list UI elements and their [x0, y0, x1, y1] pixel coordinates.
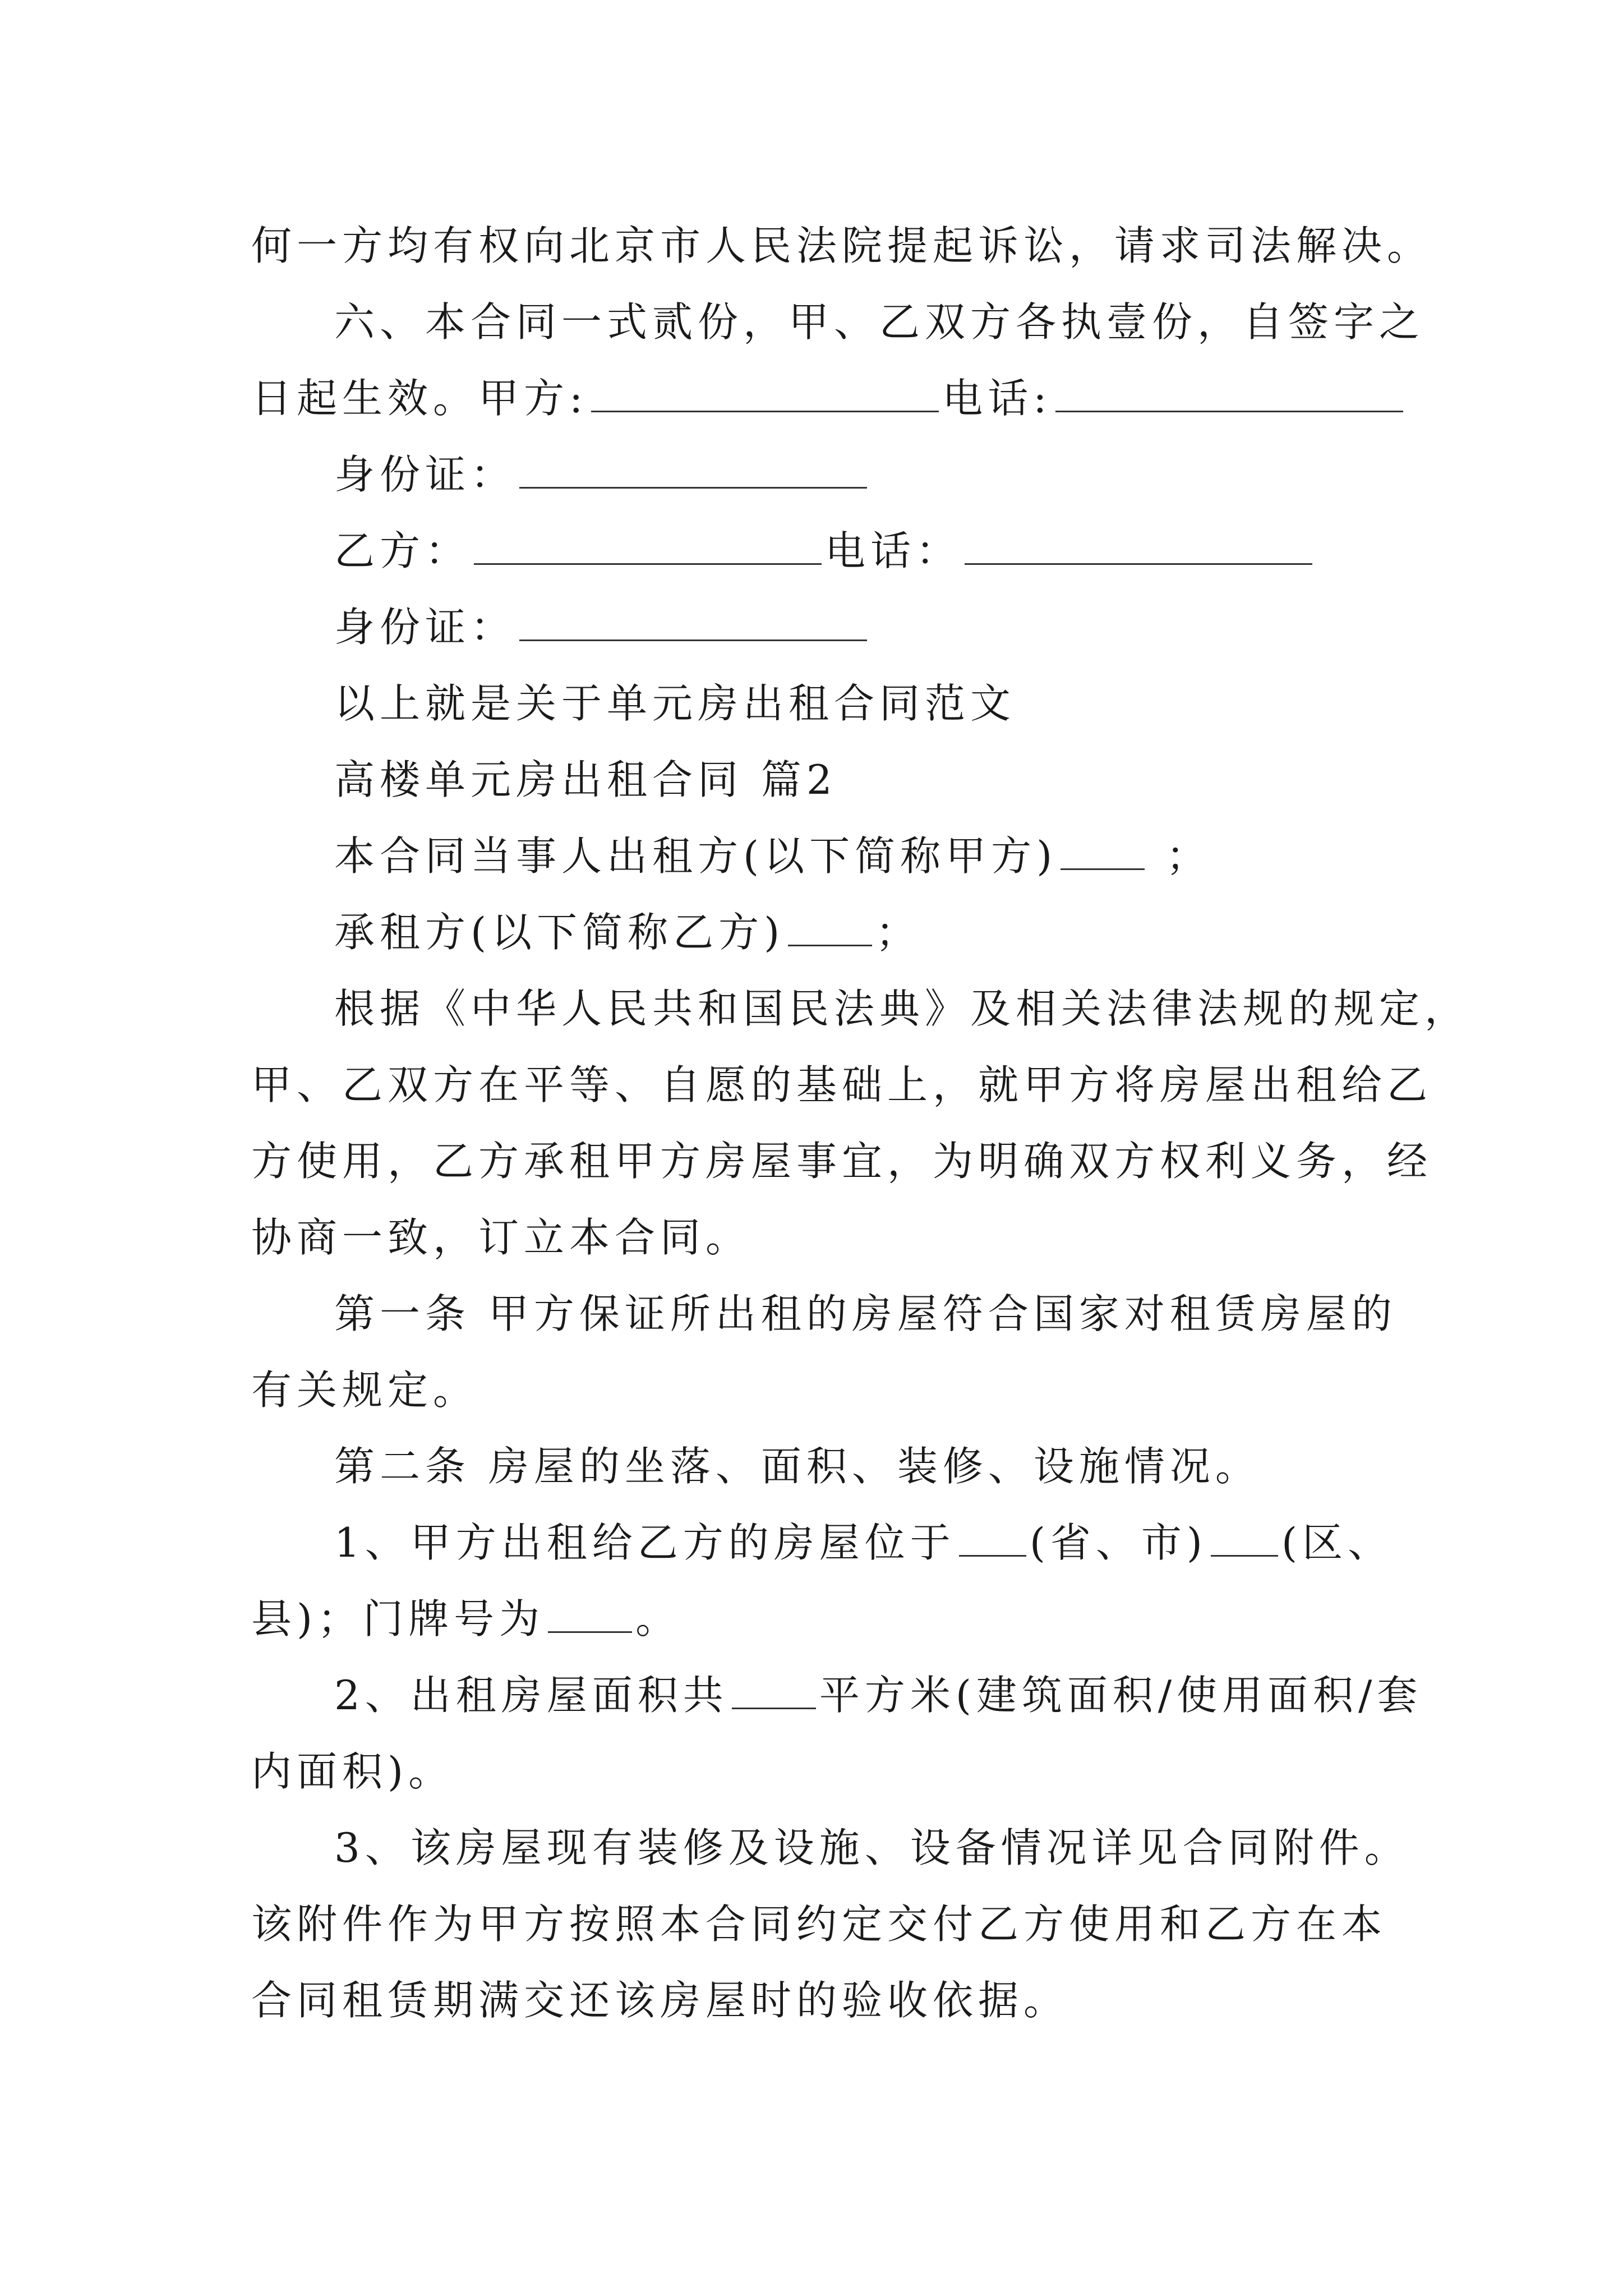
text: 承租方(以下简称乙方)	[334, 909, 785, 956]
text-line	[251, 894, 1384, 970]
text: 县)；门牌号为	[251, 1595, 545, 1642]
fill-in-blank	[1211, 1525, 1278, 1557]
text: 平方米(建筑面积/使用面积/套	[819, 1672, 1423, 1719]
text: 何一方均有权向北京市人民法院提起诉讼，请求司法解决。	[251, 222, 1433, 269]
text: 方使用，乙方承租甲方房屋事宜，为明确双方权利义务，经	[251, 1138, 1433, 1185]
text: 3、该房屋现有装修及设施、设备情况详见合同附件。	[334, 1824, 1410, 1871]
fill-in-blank	[965, 533, 1312, 565]
text: 电话：	[825, 527, 962, 574]
fill-in-blank	[1061, 838, 1145, 870]
text: 根据《中华人民共和国民法典》及相关法律法规的规定，	[334, 985, 1470, 1032]
text-line	[251, 1733, 1384, 1810]
text-line	[251, 818, 1384, 894]
text: 身份证：	[334, 604, 517, 651]
fill-in-blank	[548, 1601, 632, 1633]
text-line	[251, 1123, 1433, 1199]
text-line	[251, 1962, 1384, 2039]
text-line	[251, 1581, 1384, 1657]
text: (省、市)	[1029, 1519, 1207, 1566]
text-line	[251, 1886, 1387, 1962]
text-line	[251, 1276, 1397, 1352]
text-line	[251, 360, 1384, 436]
text: 1、甲方出租给乙方的房屋位于	[334, 1519, 956, 1566]
fill-in-blank	[519, 457, 867, 489]
text-line	[251, 513, 1384, 589]
text: 合同租赁期满交还该房屋时的验收依据。	[251, 1977, 1069, 2024]
text: 第一条 甲方保证所出租的房屋符合国家对租赁房屋的	[334, 1290, 1397, 1337]
fill-in-blank	[591, 380, 939, 412]
text-line	[251, 589, 1384, 665]
text: (区、	[1281, 1519, 1394, 1566]
text: 甲、乙双方在平等、自愿的基础上，就甲方将房屋出租给乙	[251, 1061, 1433, 1108]
text-line	[251, 1352, 1384, 1428]
text: 日起生效。甲方:	[251, 375, 588, 422]
text: ；	[1148, 832, 1212, 880]
text: 高楼单元房出租合同 篇2	[334, 756, 837, 803]
text: 六、本合同一式贰份，甲、乙双方各执壹份，自签字之	[334, 298, 1425, 346]
fill-in-blank	[732, 1677, 816, 1709]
text: 第二条 房屋的坐落、面积、装修、设施情况。	[334, 1443, 1261, 1490]
text: 身份证：	[334, 451, 517, 498]
fill-in-blank	[788, 914, 872, 946]
text-line	[251, 284, 1425, 360]
text: 2、出租房屋面积共	[334, 1672, 728, 1719]
text-line	[251, 1657, 1423, 1733]
fill-in-blank	[519, 609, 867, 641]
text: 乙方：	[334, 527, 471, 574]
fill-in-blank	[1055, 380, 1403, 412]
text-line	[251, 1504, 1394, 1581]
text-line	[251, 1428, 1384, 1504]
text: 有关规定。	[251, 1366, 479, 1414]
text-line	[251, 1047, 1433, 1123]
text-line	[251, 436, 1384, 513]
text: 本合同当事人出租方(以下简称甲方)	[334, 832, 1058, 880]
section-heading	[251, 742, 1384, 818]
text-line	[251, 1199, 1384, 1276]
text-line	[251, 665, 1384, 742]
text: 以上就是关于单元房出租合同范文	[334, 680, 1016, 727]
text: 。	[635, 1595, 681, 1642]
text: 该附件作为甲方按照本合同约定交付乙方使用和乙方在本	[251, 1901, 1387, 1948]
document-body	[251, 208, 1470, 2039]
text: 内面积)。	[251, 1748, 454, 1795]
text-line	[251, 1810, 1410, 1886]
text: 电话:	[942, 375, 1052, 422]
text-line	[251, 970, 1470, 1047]
text: ；	[875, 909, 921, 956]
fill-in-blank	[959, 1525, 1026, 1557]
text-line	[251, 208, 1433, 284]
text: 协商一致，订立本合同。	[251, 1214, 751, 1261]
fill-in-blank	[474, 533, 822, 565]
